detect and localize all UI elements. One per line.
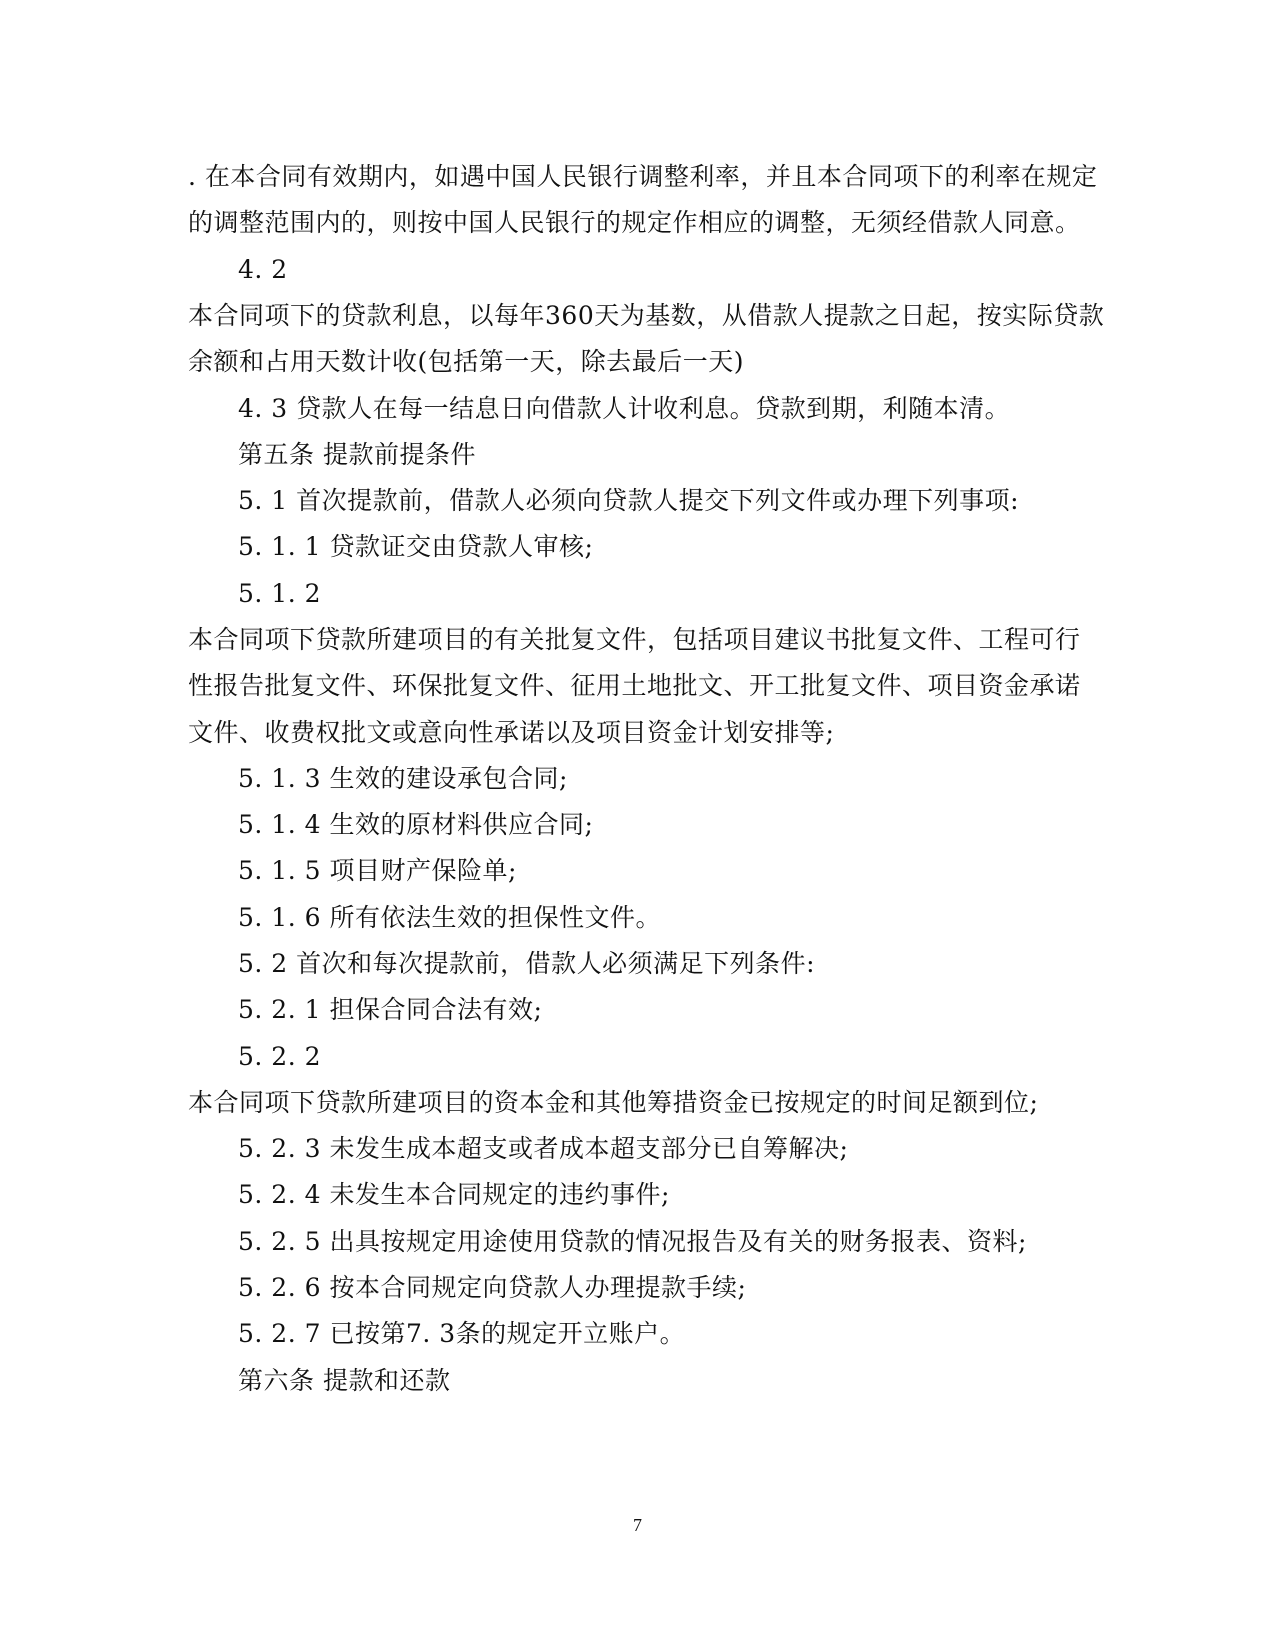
clause-line: 5. 1. 1 贷款证交由贷款人审核;	[238, 532, 594, 561]
paragraph-line: 本合同项下的贷款利息，以每年360天为基数，从借款人提款之日起，按实际贷款	[188, 301, 1105, 330]
clause-line: 5. 2. 3 未发生成本超支或者成本超支部分已自筹解决;	[238, 1134, 849, 1163]
paragraph-line: 本合同项下贷款所建项目的资本金和其他筹措资金已按规定的时间足额到位;	[188, 1088, 1039, 1117]
paragraph-line: 文件、收费权批文或意向性承诺以及项目资金计划安排等;	[188, 718, 835, 747]
clause-number: 4. 2	[238, 255, 288, 284]
clause-line: 5. 1. 3 生效的建设承包合同;	[238, 764, 568, 793]
paragraph-line: 本合同项下贷款所建项目的有关批复文件，包括项目建议书批复文件、工程可行	[188, 625, 1081, 654]
clause-line: 5. 2. 4 未发生本合同规定的违约事件;	[238, 1180, 670, 1209]
clause-line: 5. 2 首次和每次提款前，借款人必须满足下列条件:	[238, 949, 816, 978]
clause-line: 5. 2. 6 按本合同规定向贷款人办理提款手续;	[238, 1273, 747, 1302]
paragraph-line: 的调整范围内的，则按中国人民银行的规定作相应的调整，无须经借款人同意。	[188, 208, 1081, 237]
clause-line: 4. 3 贷款人在每一结息日向借款人计收利息。贷款到期，利随本清。	[238, 394, 1011, 423]
clause-line: 5. 2. 7 已按第7. 3条的规定开立账户。	[238, 1319, 686, 1348]
clause-number: 5. 2. 2	[238, 1042, 322, 1071]
page-number: 7	[633, 1515, 642, 1535]
clause-line: 5. 2. 5 出具按规定用途使用贷款的情况报告及有关的财务报表、资料;	[238, 1227, 1027, 1256]
clause-line: 5. 1 首次提款前，借款人必须向贷款人提交下列文件或办理下列事项:	[238, 486, 1020, 515]
clause-line: 5. 2. 1 担保合同合法有效;	[238, 995, 543, 1024]
clause-line: 5. 1. 5 项目财产保险单;	[238, 856, 517, 885]
article-heading: 第六条 提款和还款	[238, 1366, 451, 1395]
article-heading: 第五条 提款前提条件	[238, 440, 476, 469]
paragraph-line: 性报告批复文件、环保批复文件、征用土地批文、开工批复文件、项目资金承诺	[188, 671, 1081, 700]
paragraph-line: . 在本合同有效期内，如遇中国人民银行调整利率，并且本合同项下的利率在规定	[188, 162, 1098, 191]
clause-line: 5. 1. 6 所有依法生效的担保性文件。	[238, 903, 661, 932]
paragraph-line: 余额和占用天数计收(包括第一天，除去最后一天)	[188, 347, 745, 376]
clause-line: 5. 1. 4 生效的原材料供应合同;	[238, 810, 594, 839]
clause-number: 5. 1. 2	[238, 579, 322, 608]
